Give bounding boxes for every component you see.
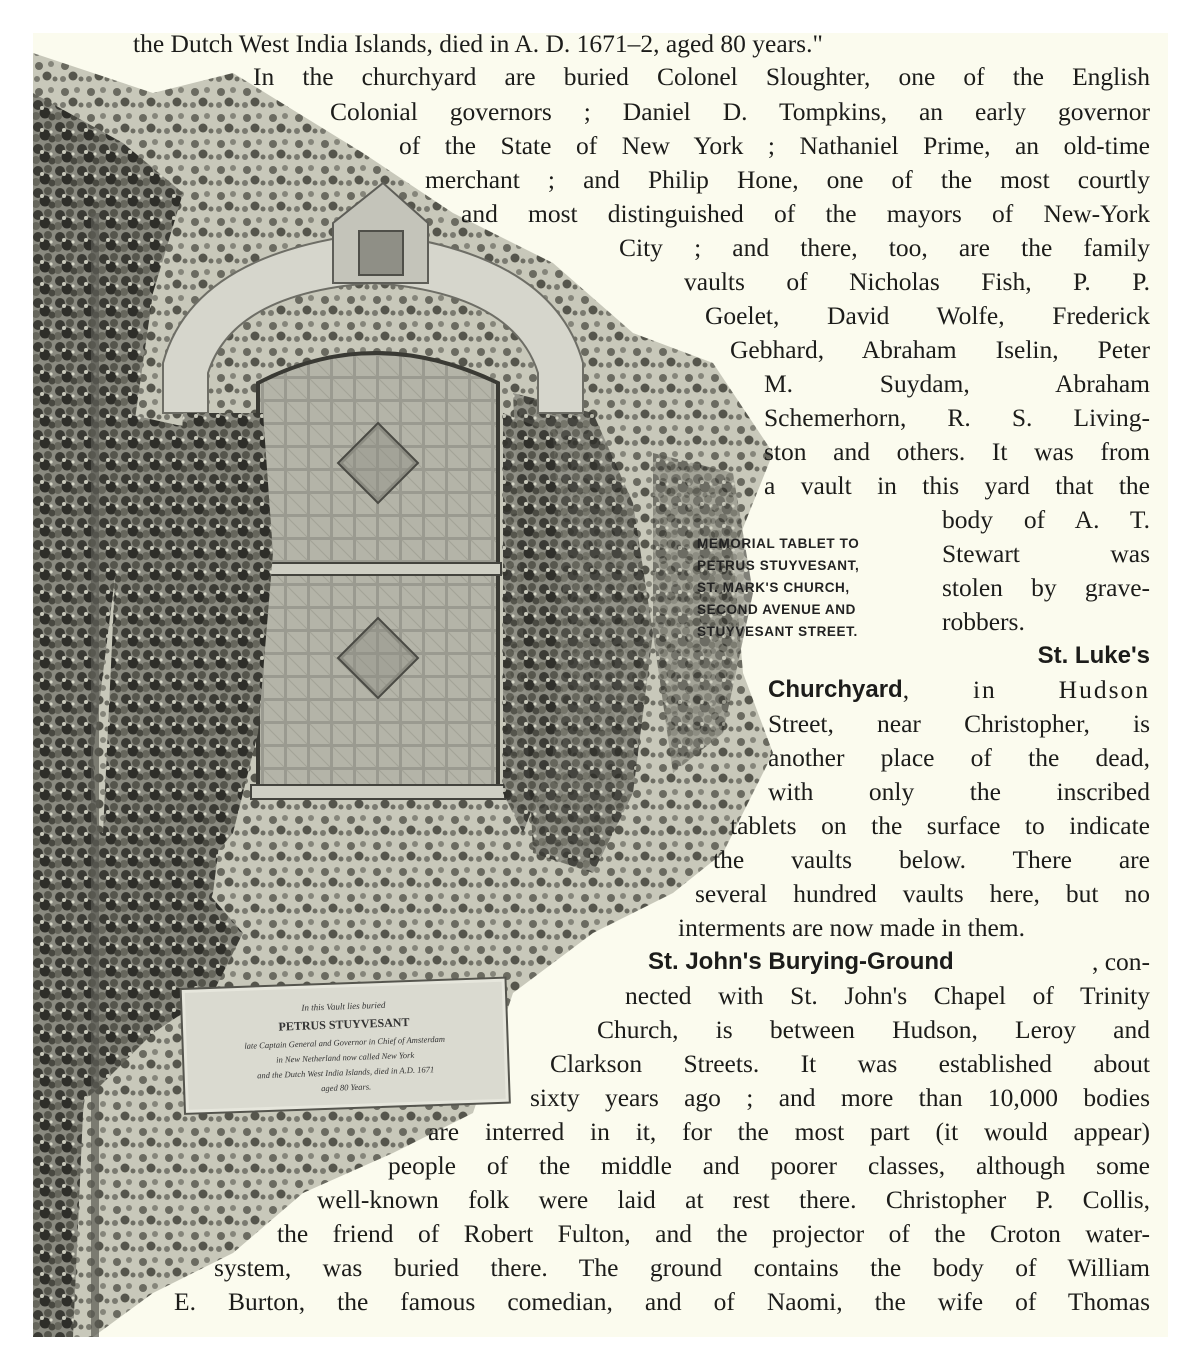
text-fragment: , in Hudson <box>902 675 1150 704</box>
text-line: another place of the dead, <box>768 743 1150 772</box>
text-line <box>768 673 1150 707</box>
text-line: a vault in this yard that the <box>764 471 1150 500</box>
text-line: interments are now made in them. <box>678 913 1025 942</box>
text-line: well-known folk were laid at rest there. Christopher P. Collis, <box>317 1185 1150 1214</box>
heading-st-lukes: St. Luke's <box>1037 642 1150 669</box>
text-line: of the State of New York ; Nathaniel Prime, an old-time <box>399 131 1150 160</box>
text-line: stolen by grave- <box>942 573 1150 602</box>
heading-st-johns: St. John's Burying-Ground <box>648 948 954 975</box>
text-line: Gebhard, Abraham Iselin, Peter <box>730 335 1150 364</box>
text-line: tablets on the surface to indicate <box>730 811 1150 840</box>
text-line: several hundred vaults here, but no <box>695 879 1150 908</box>
text-line: are interred in it, for the most part (it would appear) <box>428 1117 1150 1146</box>
text-line: vaults of Nicholas Fish, P. P. <box>684 267 1150 296</box>
book-page <box>33 33 1168 1337</box>
text-line: people of the middle and poorer classes, although some <box>388 1151 1150 1180</box>
text-line: ston and others. It was from <box>764 437 1150 466</box>
text-line: the Dutch West India Islands, died in A. D. 1671–2, aged 80 years." <box>133 33 823 58</box>
text-line: system, was buried there. The ground contains the body of William <box>214 1253 1150 1282</box>
tablet-line: and the Dutch West India Islands, died in A.D. 1671 <box>257 1064 435 1081</box>
caption-line: MEMORIAL TABLET TO <box>697 536 860 551</box>
text-line: robbers. <box>942 607 1025 636</box>
text-line: Church, is between Hudson, Leroy and <box>597 1015 1150 1044</box>
text-line: In the churchyard are buried Colonel Sloughter, one of the English <box>253 62 1150 91</box>
text-line: body of A. T. <box>942 505 1150 534</box>
tablet-line: in New Netherland now called New York <box>275 1049 415 1065</box>
tablet-line: late Captain General and Governor in Chief of Amsterdam <box>244 1033 446 1051</box>
tablet-line: In this Vault lies buried <box>301 999 386 1013</box>
caption-line: PETRUS STUYVESANT, <box>697 558 860 573</box>
text-line: nected with St. John's Chapel of Trinity <box>625 981 1150 1010</box>
tablet-line: aged 80 Years. <box>321 1081 372 1094</box>
illustration-caption <box>697 533 859 643</box>
text-line: and most distinguished of the mayors of New-York <box>461 199 1150 228</box>
text-fragment: , con- <box>1091 947 1150 976</box>
text-line: the friend of Robert Fulton, and the projector of the Croton water- <box>277 1219 1150 1248</box>
text-line: E. Burton, the famous comedian, and of Naomi, the wife of Thomas <box>174 1287 1150 1316</box>
text-line: Clarkson Streets. It was established about <box>550 1049 1150 1078</box>
text-line: Street, near Christopher, is <box>768 709 1150 738</box>
text-line: merchant ; and Philip Hone, one of the most courtly <box>425 165 1150 194</box>
tablet-line: PETRUS STUYVESANT <box>278 1015 410 1034</box>
heading-churchyard: Churchyard <box>768 676 903 703</box>
text-line: sixty years ago ; and more than 10,000 bodies <box>530 1083 1150 1112</box>
text-line: with only the inscribed <box>768 777 1150 806</box>
text-line: Goelet, David Wolfe, Frederick <box>705 301 1150 330</box>
text-line: Stewart was <box>942 539 1150 568</box>
text-line: the vaults below. There are <box>713 845 1150 874</box>
text-line: Schemerhorn, R. S. Living- <box>764 403 1150 432</box>
text-line: M. Suydam, Abraham <box>764 369 1150 398</box>
caption-line: STUYVESANT STREET. <box>697 624 858 639</box>
caption-line: SECOND AVENUE AND <box>697 602 856 617</box>
text-line <box>648 945 1150 979</box>
text-line: Colonial governors ; Daniel D. Tompkins, an early governor <box>330 97 1150 126</box>
text-line: City ; and there, too, are the family <box>619 233 1150 262</box>
caption-line: ST. MARK'S CHURCH, <box>697 580 850 595</box>
